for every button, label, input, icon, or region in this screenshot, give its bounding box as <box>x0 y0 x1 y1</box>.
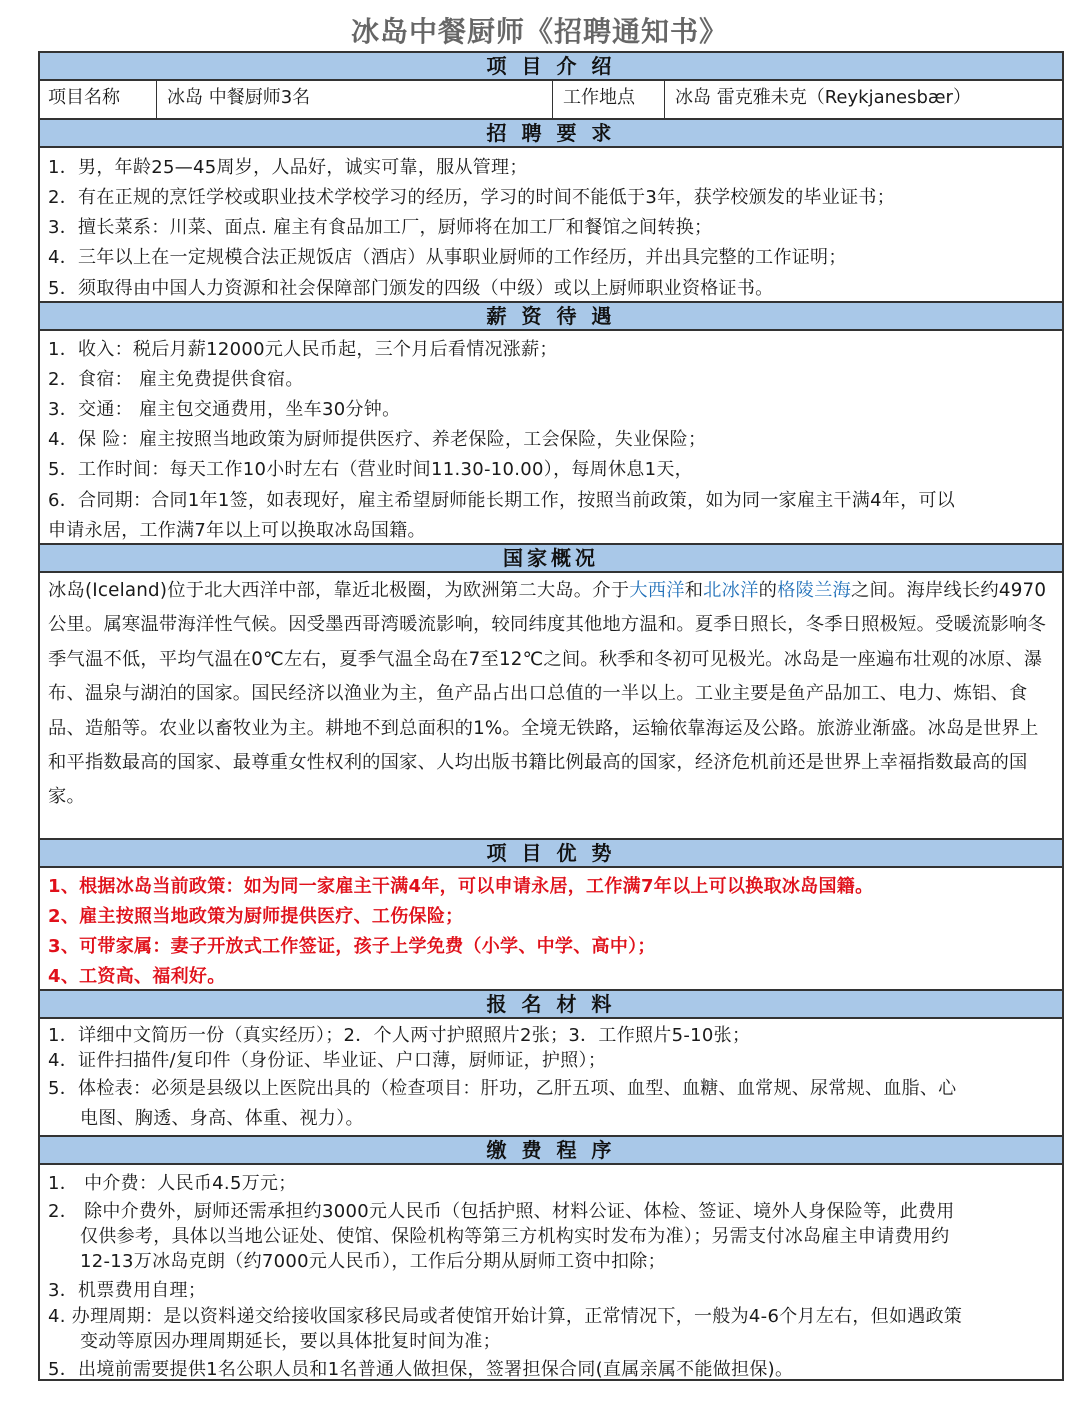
fee-item: 4. 办理周期：是以资料递交给接收国家移民局或者使馆开始计算，正常情况下，一般为4-6个月左右，但如遇政策 <box>48 1306 963 1327</box>
fee-item: 3．机票费用自理； <box>48 1280 207 1301</box>
material-item: 4．证件扫描件/复印件（身份证、毕业证、户口薄，厨师证，护照）； <box>48 1050 607 1071</box>
advantages-heading: 项 目 优 势 <box>38 838 1064 868</box>
requirement-item: 4．三年以上在一定规模合法正规饭店（酒店）从事职业厨师的工作经历，并出具完整的工作证明； <box>48 247 847 268</box>
fee-item: 仅供参考，具体以当地公证处、使馆、保险机构等第三方机构实时发布为准）；另需支付冰岛雇主申请费用约 <box>80 1226 950 1247</box>
advantage-item: 1、根据冰岛当前政策：如为同一家雇主干满4年，可以申请永居，工作满7年以上可以换取冰岛国籍。 <box>48 876 874 897</box>
fee-item: 2． 除中介费外，厨师还需承担约3000元人民币（包括护照、材料公证、体检、签证、境外人身保险等，此费用 <box>48 1201 955 1222</box>
arctic-link[interactable]: 北冰洋 <box>703 580 759 601</box>
country-heading: 国家概况 <box>38 543 1064 573</box>
salary-item: 2．食宿： 雇主免费提供食宿。 <box>48 369 304 390</box>
atlantic-link[interactable]: 大西洋 <box>629 580 685 601</box>
fee-item: 5．出境前需要提供1名公职人员和1名普通人做担保，签署担保合同(直属亲属不能做担保)。 <box>48 1359 794 1380</box>
country-text-d: 之间。海岸线长约4970公里。属寒温带海洋性气候。因受墨西哥湾暖流影响，较同纬度其他地方温和。夏季日照长，冬季日照极短。受暖流影响冬季气温不低，平均气温在0℃左右，夏季气温全岛在7至12℃之间。秋季和冬初可见极光。冰岛是一座遍布壮观的冰原、瀑布、温泉与湖泊的国家。国民经济以渔业为主，鱼产品占出口总值的一半以上。工业主要是鱼产品加工、电力、炼铝、食品、造船等。农业以畜牧业为主。耕地不到总面积的1%。全境无铁路，运输依靠海运及公路。旅游业渐盛。冰岛是世界上和平指数最高的国家、最尊重女性权利的国家、人均出版书籍比例最高的国家，经济危机前还是世界上幸福指数最高的国家。 <box>48 580 1047 808</box>
requirement-item: 2．有在正规的烹饪学校或职业技术学校学习的经历，学习的时间不能低于3年，获学校颁发的毕业证书； <box>48 187 895 208</box>
salary-heading: 薪 资 待 遇 <box>38 301 1064 331</box>
material-item: 5．体检表：必须是县级以上医院出具的（检查项目：肝功，乙肝五项、血型、血糖、血常规、尿常规、血脂、心 <box>48 1078 957 1099</box>
salary-item: 4．保 险：雇主按照当地政策为厨师提供医疗、养老保险，工会保险，失业保险； <box>48 429 707 450</box>
advantage-item: 4、工资高、福利好。 <box>48 966 226 987</box>
country-text-c: 的 <box>758 580 778 601</box>
work-place-value: 冰岛 雷克雅未克（Reykjanesbær） <box>675 87 971 108</box>
salary-item: 1．收入：税后月薪12000元人民币起，三个月后看情况涨薪； <box>48 339 558 360</box>
project-name-value: 冰岛 中餐厨师3名 <box>157 80 553 118</box>
intro-heading: 项 目 介 绍 <box>38 51 1064 81</box>
salary-item: 申请永居，工作满7年以上可以换取冰岛国籍。 <box>48 520 426 541</box>
project-name-label: 项目名称 <box>38 80 157 118</box>
fee-item: 1． 中介费：人民币4.5万元； <box>48 1173 297 1194</box>
requirement-item: 3．擅长菜系：川菜、面点. 雇主有食品加工厂，厨师将在加工厂和餐馆之间转换； <box>48 217 713 238</box>
salary-item: 3．交通： 雇主包交通费用，坐车30分钟。 <box>48 399 401 420</box>
materials-heading: 报 名 材 料 <box>38 989 1064 1019</box>
requirement-item: 1．男，年龄25—45周岁，人品好，诚实可靠，服从管理； <box>48 157 528 178</box>
fee-item: 变动等原因办理周期延长，要以具体批复时间为准； <box>80 1331 501 1352</box>
country-overview <box>48 574 1048 815</box>
requirement-item: 5．须取得由中国人力资源和社会保障部门颁发的四级（中级）或以上厨师职业资格证书。 <box>48 278 774 299</box>
work-place-label: 工作地点 <box>553 80 665 118</box>
salary-item: 6．合同期：合同1年1签，如表现好，雇主希望厨师能长期工作，按照当前政策，如为同一家雇主干满4年，可以 <box>48 490 956 511</box>
advantage-item: 2、雇主按照当地政策为厨师提供医疗、工伤保险； <box>48 906 464 927</box>
fee-item: 12-13万冰岛克朗（约7000元人民币），工作后分期从厨师工资中扣除； <box>80 1251 666 1272</box>
fees-heading: 缴 费 程 序 <box>38 1135 1064 1165</box>
greenland-sea-link[interactable]: 格陵兰海 <box>777 580 852 601</box>
requirements-heading: 招 聘 要 求 <box>38 118 1064 148</box>
salary-item: 5．工作时间：每天工作10小时左右（营业时间11.30-10.00），每周休息1天， <box>48 459 693 480</box>
material-item: 电图、胸透、身高、体重、视力）。 <box>80 1108 364 1129</box>
material-item: 1．详细中文简历一份（真实经历）；2．个人两寸护照照片2张；3．工作照片5-10张； <box>48 1025 751 1046</box>
page-title: 冰岛中餐厨师《招聘通知书》 <box>350 15 728 48</box>
advantage-item: 3、可带家属：妻子开放式工作签证，孩子上学免费（小学、中学、高中）； <box>48 936 656 957</box>
country-text-a: 冰岛(Iceland)位于北大西洋中部，靠近北极圈，为欧洲第二大岛。介于 <box>48 580 630 601</box>
country-text-b: 和 <box>684 580 704 601</box>
